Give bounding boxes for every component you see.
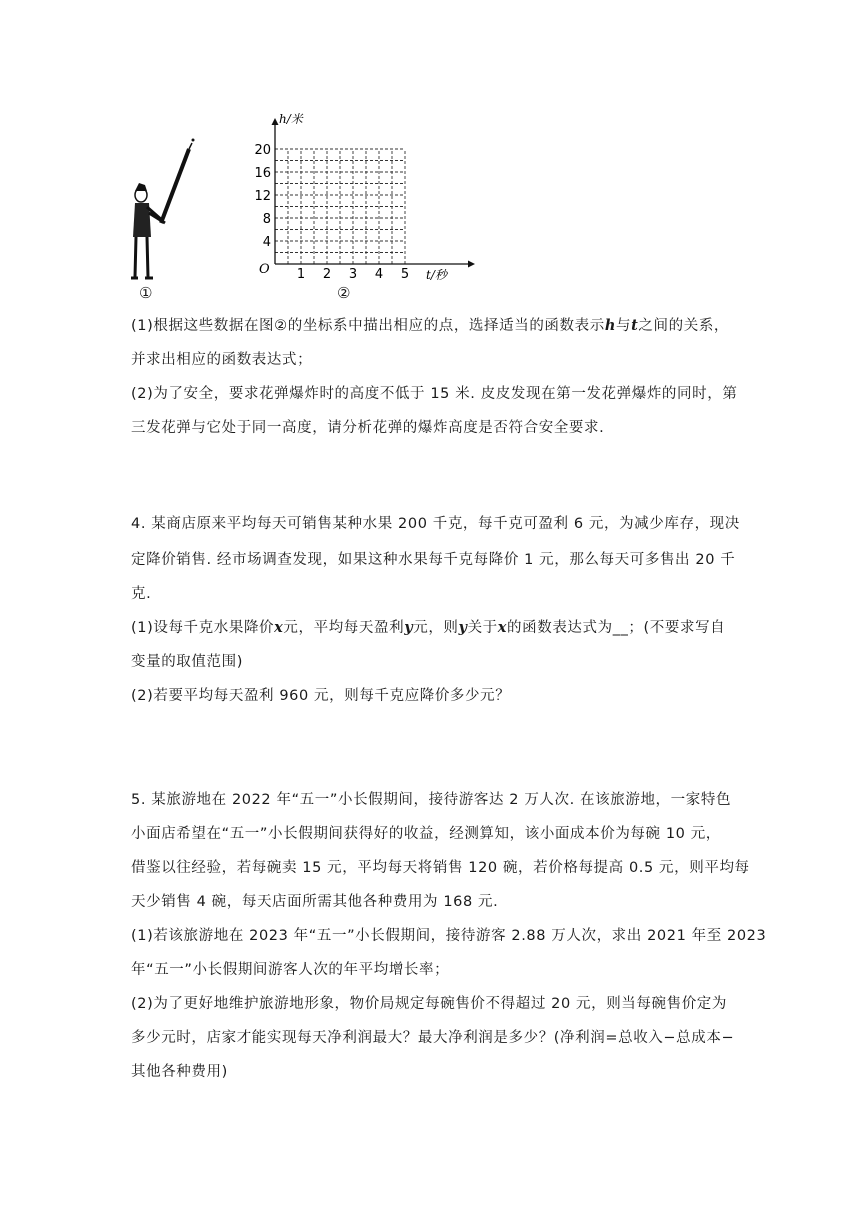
q5-part2-line2: 多少元时，店家才能实现每天净利润最大？最大净利润是多少？(净利润=总收入−总成本−	[131, 1030, 735, 1046]
q4-part2: (2)若要平均每天盈利 960 元，则每千克应降价多少元？	[131, 688, 511, 704]
y-axis-label: h/米	[279, 112, 303, 126]
y-tick-label: 16	[254, 166, 271, 181]
origin-label: O	[259, 262, 270, 277]
q5-line3: 借鉴以往经验，若每碗卖 15 元，平均每天将销售 120 碗，若价格每提高 0.5 元，则平均每	[131, 860, 750, 876]
q4-line2: 定降价销售. 经市场调查发现，如果这种水果每千克每降价 1 元，那么每天可多售出 20 千	[131, 552, 736, 568]
q5-line4: 天少销售 4 碗，每天店面所需其他各种费用为 168 元.	[131, 894, 499, 910]
figure-area	[125, 112, 485, 307]
q5-part2-line3: 其他各种费用)	[131, 1064, 228, 1080]
x-tick-label: 3	[348, 267, 358, 282]
x-tick-label: 5	[400, 267, 410, 282]
x-tick-label: 4	[374, 267, 384, 282]
x-tick-label: 1	[296, 267, 306, 282]
q5-part1-line2: 年“五一”小长假期间游客人次的年平均增长率；	[131, 962, 450, 978]
q4-part1-line2: 变量的取值范围)	[131, 654, 243, 670]
q3-part2-line1: (2)为了安全，要求花弹爆炸时的高度不低于 15 米. 皮皮发现在第一发花弹爆炸的同时，第	[131, 386, 738, 402]
figure-1-label: ①	[139, 284, 153, 302]
q3-part2-line2: 三发花弹与它处于同一高度，请分析花弹的爆炸高度是否符合安全要求.	[131, 420, 605, 436]
q5-line1: 5. 某旅游地在 2022 年“五一”小长假期间，接待游客达 2 万人次. 在该旅游地，一家特色	[131, 792, 732, 808]
q5-part2-line1: (2)为了更好地维护旅游地形象，物价局规定每碗售价不得超过 20 元，则当每碗售价定为	[131, 996, 728, 1012]
firework-launcher-illustration	[125, 137, 200, 307]
y-tick-label: 4	[262, 235, 271, 250]
q4-line3: 克.	[131, 586, 152, 602]
y-tick-label: 12	[254, 189, 271, 204]
y-tick-label: 20	[254, 143, 271, 158]
q3-part1-line1: (1)根据这些数据在图②的坐标系中描出相应的点，选择适当的函数表示h与t之间的关系，	[131, 317, 730, 334]
q4-part1-line1: (1)设每千克水果降价x元，平均每天盈利y元，则y关于x的函数表达式为__；(不要求写自	[131, 619, 726, 636]
coordinate-grid	[243, 112, 483, 287]
q5-line2: 小面店希望在“五一”小长假期间获得好的收益，经测算知，该小面成本价为每碗 10 元，	[131, 826, 721, 842]
y-tick-label: 8	[262, 212, 271, 227]
x-tick-label: 2	[322, 267, 332, 282]
q3-part1-line2: 并求出相应的函数表达式；	[131, 352, 313, 368]
x-axis-label: t/秒	[426, 268, 447, 282]
q5-part1-line1: (1)若该旅游地在 2023 年“五一”小长假期间，接待游客 2.88 万人次，求出 2021 年至 2023	[131, 928, 767, 944]
q4-line1: 4. 某商店原来平均每天可销售某种水果 200 千克，每千克可盈利 6 元，为减少库存，现决	[131, 516, 740, 532]
figure-2-label: ②	[337, 284, 351, 302]
